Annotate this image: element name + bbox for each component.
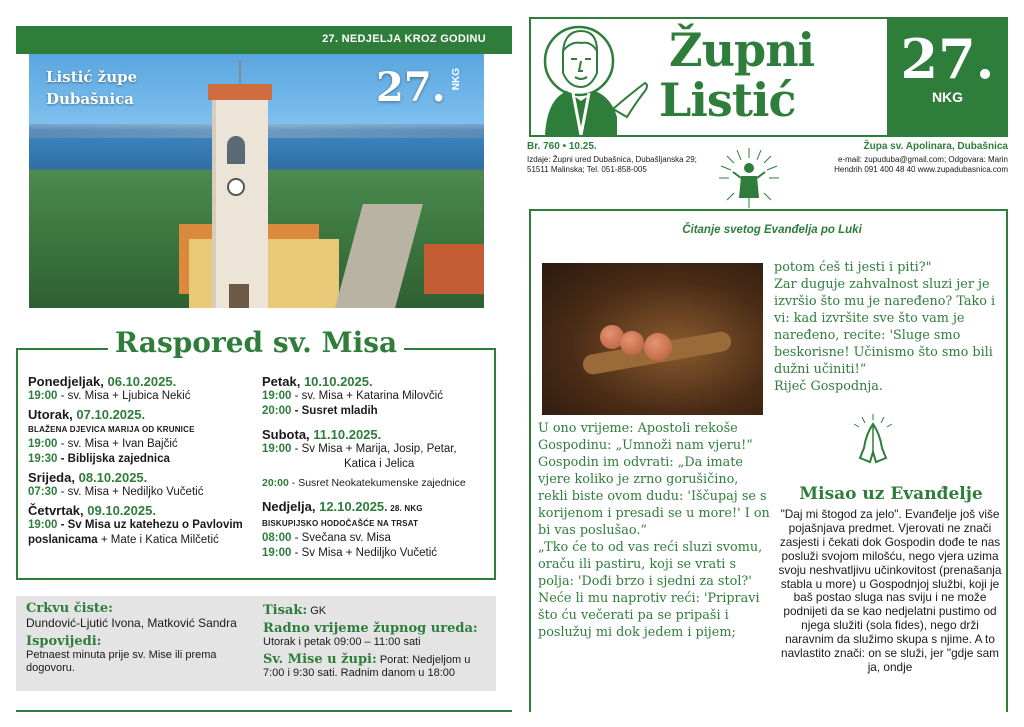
info-left [26, 601, 256, 675]
schedule-column-left [28, 374, 253, 548]
sunday-banner: 27. NEDJELJA KROZ GODINU [16, 26, 512, 54]
church-photo [29, 54, 484, 308]
gospel-paragraph: Zar duguje zahvalnost sluzi jer je izvršio što mu je naređeno? Tako i vi: kad izvršite sve što vam je naređeno, recite: 'Sluge smo beskorisne! Učinismo što smo bili dužni učiniti!“ [774, 277, 996, 377]
photo-issue-number: 27. [376, 64, 446, 111]
nkg-label: NKG [931, 89, 964, 105]
masthead [529, 17, 1008, 137]
publisher-text: Izdaje: Župni ured Dubašnica, Dubašljanska 29; 51511 Malinska; Tel. 051-858-005 [527, 155, 697, 174]
gospel-paragraph: U ono vrijeme: Apostoli rekoše Gospodinu: „Umnoži nam vjeru!“ [538, 421, 753, 453]
praying-hands-icon [850, 414, 896, 464]
issue-info: Br. 760 • 10.25. [527, 141, 597, 152]
day-monday: Ponedjeljak, 06.10.2025. [28, 374, 177, 389]
confession-heading: Ispovijedi: [26, 634, 102, 649]
photo-nkg-label: NKG [451, 68, 462, 91]
mass-entry: 19:00 - Sv Misa + Marija, Josip, Petar, [262, 443, 457, 455]
info-right [263, 601, 493, 680]
event-entry: 19:30 - Biblijska zajednica [28, 453, 170, 465]
parish-name: Župa sv. Apolinara, Dubašnica [863, 141, 1008, 152]
gospel-paragraph: Gospodin im odvrati: „Da imate vjere koliko je zrno gorušičino, rekli biste ovom dudu: 'Iščupaj se s korijenom i presadi se u more!' I on bi vas poslušao.“ [538, 455, 770, 538]
gospel-paragraph: „Tko će to od vas reći sluzi svomu, oraču ili pastiru, koji se vrati s polja: 'Dođi brzo i sjedni za stol?' Neće li mu naprotiv reći: 'Pripravi što ću večerati pa se pripaši i poslužuj mi dok jedem i pijem; [538, 540, 763, 640]
event-entry: 20:00 - Susret mladih [262, 405, 378, 417]
masses-in-parish: Sv. Mise u župi: Porat: Nedjeljom u 7:00 i 9:30 sati. Radnim danom u 18:00 [263, 652, 471, 679]
gospel-text-left [538, 420, 770, 641]
schedule-column-right [262, 374, 492, 561]
cleaning-heading: Crkvu čiste: [26, 601, 113, 616]
gospel-text-right [774, 259, 1006, 395]
press-line: Tisak: GK [263, 603, 327, 618]
contact-text: e-mail: zupuduba@gmail.com; Odgovara: Marin Hendrih 091 400 48 40 www.zupadubasnica.com [834, 155, 1008, 174]
feast-note: BLAŽENA DJEVICA MARIJA OD KRUNICE [28, 425, 195, 434]
reflection-title: Misao uz Evanđelje [799, 484, 983, 504]
pilgrimage-note: BISKUPIJSKO HODOČAŠĆE NA TRSAT [262, 519, 419, 528]
christ-icon [717, 146, 781, 210]
day-saturday: Subota, 11.10.2025. [262, 427, 382, 442]
day-sunday: Nedjelja, 12.10.2025. 28. NKG [262, 499, 423, 514]
mass-entry: 07:30 - sv. Misa + Nediljko Vučetić [28, 486, 204, 498]
mass-entry-cont: poslanicama + Mate i Katica Milčetić [28, 534, 219, 546]
photo-title [46, 66, 137, 110]
mass-entry: 19:00 - sv. Misa + Ljubica Nekić [28, 390, 191, 402]
saint-apolinar-icon [541, 21, 651, 135]
issue-number-box [887, 19, 1008, 135]
mass-entry-cont: Katica i Jelica [344, 458, 415, 470]
photo-title-line-1: Listić župe [46, 68, 138, 86]
photo-title-line-2: Dubašnica [46, 90, 135, 108]
mass-entry: 19:00 - Sv Misa + Nediljko Vučetić [262, 547, 438, 559]
cleaning-text: Dundović-Ljutić Ivona, Matković Sandra [26, 616, 237, 630]
issue-number: 27. [900, 27, 995, 91]
schedule-title: Raspored sv. Misa [108, 326, 404, 366]
mustard-seeds-photo [542, 263, 763, 415]
masthead-title [659, 25, 814, 125]
mass-entry: 19:00 - sv. Misa + Katarina Milovčić [262, 390, 443, 402]
gospel-title: Čitanje svetog Evanđelja po Luki [662, 224, 882, 242]
parish-contact [832, 142, 1008, 175]
day-tuesday: Utorak, 07.10.2025. [28, 407, 146, 422]
office-hours-text: Utorak i petak 09:00 – 11:00 sati [263, 636, 421, 648]
gospel-paragraph: Riječ Gospodnja. [774, 379, 883, 394]
day-wednesday: Srijeda, 08.10.2025. [28, 470, 148, 485]
confession-text: Petnaest minuta prije sv. Mise ili prema dogovoru. [26, 649, 217, 674]
reflection-text: "Daj mi štogod za jelo". Evanđelje još više pojašnjava predmet. Vjerovati ne znači zasjesti i čekati dok Gospodin dođe te nas posluži svojom milošću, nego vjera uzima svoju neshvatljivu učinkovitost (prenašanja stabla u more) u Gospodnjoj službi, koji je baš postao sluga nas sviju i ne može podnijeti da se kao nedjelatni pustimo od njega služiti (sola fides), nego drži naravnim da služimo skupa s njime. A to navlastito znači: on se služi, jer "gdje sam ja, ondje [778, 507, 1002, 674]
mass-entry: 19:00 - sv. Misa + Ivan Bajčić [28, 438, 178, 450]
gospel-paragraph: potom ćeš ti jesti i piti?" [774, 260, 932, 275]
bottom-rule [16, 710, 512, 712]
right-page [512, 0, 1024, 727]
masthead-title-line-2: Listić [659, 73, 796, 127]
masthead-title-line-1: Župni [669, 23, 815, 77]
day-thursday: Četvrtak, 09.10.2025. [28, 503, 156, 518]
publisher-info [527, 142, 717, 175]
mass-entry: 08:00 - Svečana sv. Misa [262, 532, 391, 544]
day-friday: Petak, 10.10.2025. [262, 374, 373, 389]
office-hours-heading: Radno vrijeme župnog ureda: [263, 621, 478, 636]
mass-entry: 19:00 - Sv Misa uz katehezu o Pavlovim [28, 519, 243, 531]
parish-info-box [16, 596, 496, 691]
event-entry: 20:00 - Susret Neokatekumenske zajednice [262, 477, 466, 489]
